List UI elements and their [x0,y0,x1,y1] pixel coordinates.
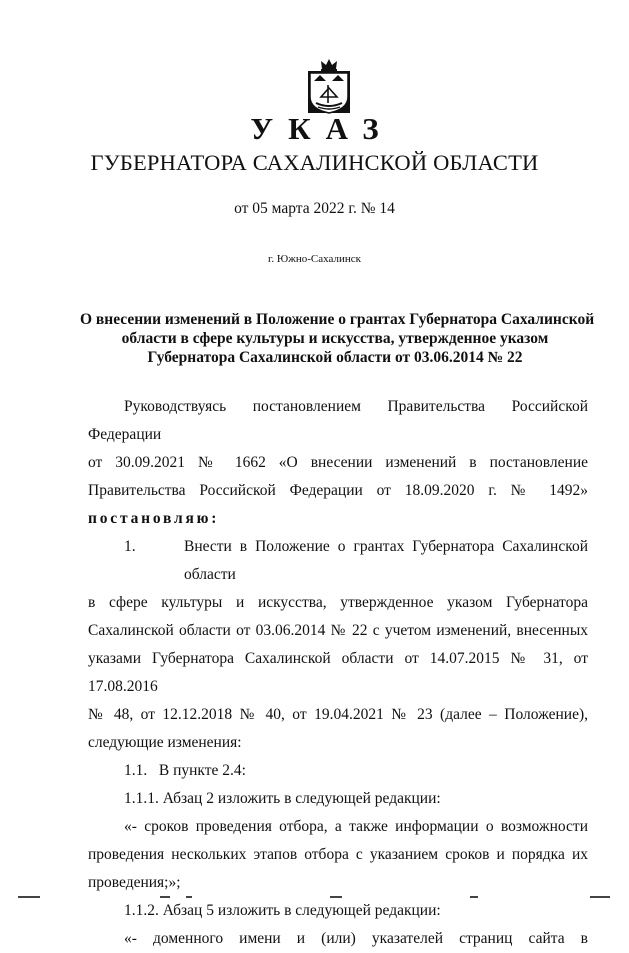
preamble-line: от 30.09.2021 № 1662 «О внесении изменений в постановление [88,454,588,471]
item-1-line: в сфере культуры и искусства, утвержденное указом Губернатора [88,594,588,611]
resolve-word: постановляю: [88,510,220,527]
heading-line: Губернатора Сахалинской области от 03.06.2014 № 22 [147,349,523,366]
document-title: УКАЗ [250,111,394,146]
document-body [88,393,588,953]
item-1-line: Сахалинской области от 03.06.2014 № 22 с учетом изменений, внесенных [88,622,588,639]
item-1-line: указами Губернатора Сахалинской области от 14.07.2015 № 31, от 17.08.2016 [88,650,588,695]
heading-line: области в сфере культуры и искусства, утвержденное указом [121,330,549,347]
item-1-1: 1.1. В пункте 2.4: [124,762,246,779]
quote-2-line: «- доменного имени и (или) указателей страниц сайта в [124,930,588,947]
preamble-line: Правительства Российской Федерации от 18.09.2020 г. № 1492» [88,482,588,499]
item-1-1-1: 1.1.1. Абзац 2 изложить в следующей редакции: [124,790,441,807]
quote-1-line: проведения нескольких этапов отбора с указанием сроков и порядка их [88,846,588,863]
item-1-text: Внести в Положение о грантах Губернатора Сахалинской области [184,538,588,583]
quote-1-line: проведения;»; [88,874,181,891]
heading-line: О внесении изменений в Положение о грантах Губернатора Сахалинской [80,311,595,328]
document-city: г. Южно-Сахалинск [268,253,361,265]
coat-of-arms-icon [304,57,354,115]
item-1-number: 1. [124,538,136,555]
item-1-line: следующие изменения: [88,734,242,751]
document-date: от 05 марта 2022 г. № 14 [234,200,395,217]
item-1-first-line [88,533,588,589]
item-1-line: № 48, от 12.12.2018 № 40, от 19.04.2021 № 23 (далее – Положение), [88,706,588,723]
preamble-line: Руководствуясь постановлением Правительства Российской Федерации [88,398,588,443]
document-heading [80,310,595,367]
document-subtitle: ГУБЕРНАТОРА САХАЛИНСКОЙ ОБЛАСТИ [90,150,539,175]
item-1-1-2: 1.1.2. Абзац 5 изложить в следующей редакции: [124,902,441,919]
scan-artifacts [0,896,629,902]
quote-1-line: «- сроков проведения отбора, а также информации о возможности [124,818,588,835]
